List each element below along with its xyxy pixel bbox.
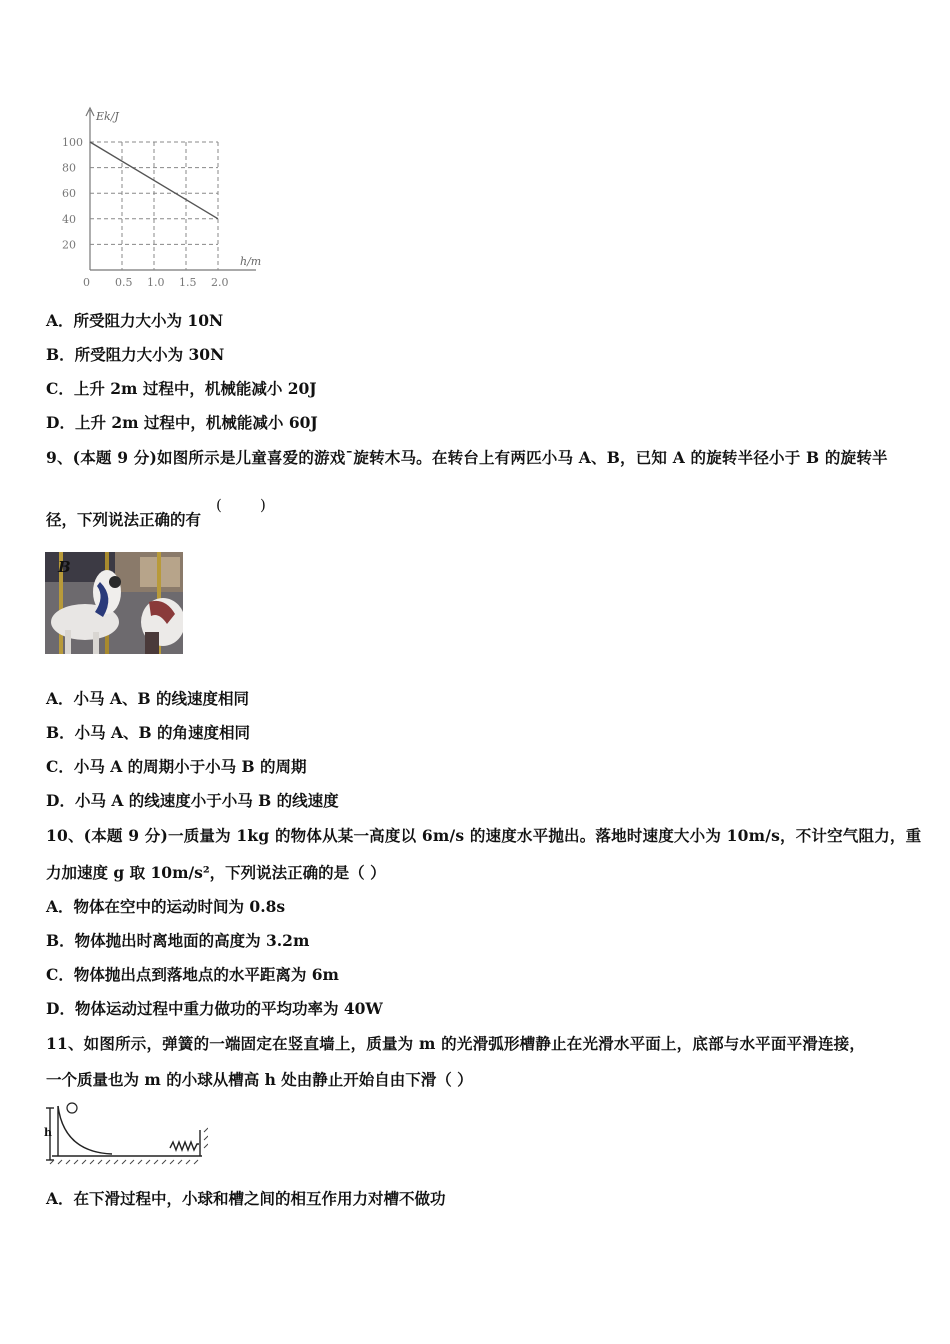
q10-stem-line1: 10、(本题 9 分)一质量为 1kg 的物体从某一高度以 6m/s 的速度水平抛出。落地时速度大小为 10m/s，不计空气阻力，重 [46,826,922,845]
q8-option-a: A．所受阻力大小为 10N [46,311,224,330]
x-tick-label: 0.5 [115,276,133,289]
x-tick-label: 2.0 [211,276,229,289]
q10-option-b: B．物体抛出时离地面的高度为 3.2m [46,931,310,950]
y-tick-label: 60 [62,187,76,201]
q10-stem-line2: 力加速度 g 取 10m/s²，下列说法正确的是（ ） [46,863,386,882]
q9-stem-line1: 9、(本题 9 分)如图所示是儿童喜爱的游戏ˉ旋转木马。在转台上有两匹小马 A、B，已知 A 的旋转半径小于 B 的旋转半 [46,448,888,467]
q9-option-c: C．小马 A 的周期小于小马 B 的周期 [46,757,307,776]
y-tick-label: 80 [62,161,76,175]
track-spring-diagram [42,1100,208,1166]
y-tick-label: 40 [62,212,76,226]
graph-grid [90,142,218,270]
carousel-photo [45,552,183,654]
graph-axes [86,108,256,270]
q10-option-c: C．物体抛出点到落地点的水平距离为 6m [46,965,339,984]
y-axis-label: Ek/J [96,110,119,123]
x-axis-label: h/m [240,255,262,268]
q9-stem-line2: 径，下列说法正确的有 [46,510,202,529]
q10-option-a: A．物体在空中的运动时间为 0.8s [46,897,286,916]
q11-stem-line1: 11、如图所示，弹簧的一端固定在竖直墙上，质量为 m 的光滑弧形槽静止在光滑水平面上，底部与水平面平滑连接， [46,1034,866,1053]
q10-option-d: D．物体运动过程中重力做功的平均功率为 40W [46,999,383,1018]
q8-option-b: B．所受阻力大小为 30N [46,345,225,364]
q9-answer-paren: ( ) [216,496,266,514]
x-tick-label: 1.5 [179,276,197,289]
energy-height-graph [56,100,286,300]
q11-stem-line2: 一个质量也为 m 的小球从槽高 h 处由静止开始自由下滑（ ） [46,1070,473,1089]
x-tick-label: 1.0 [147,276,165,289]
q11-option-a: A．在下滑过程中，小球和槽之间的相互作用力对槽不做功 [46,1189,446,1208]
y-tick-label: 100 [62,136,83,149]
y-tick-label: 20 [62,238,76,252]
photo-label-b: B [58,558,71,576]
height-label-h: h [44,1126,52,1139]
q8-option-d: D．上升 2m 过程中，机械能减小 60J [46,413,318,432]
graph-tick-labels [62,136,229,289]
q8-option-c: C．上升 2m 过程中，机械能减小 20J [46,379,317,398]
q9-option-d: D．小马 A 的线速度小于小马 B 的线速度 [46,791,339,810]
q9-option-a: A．小马 A、B 的线速度相同 [46,689,249,708]
x-tick-label: 0 [83,276,90,289]
ball [67,1103,77,1113]
q9-option-b: B．小马 A、B 的角速度相同 [46,723,251,742]
